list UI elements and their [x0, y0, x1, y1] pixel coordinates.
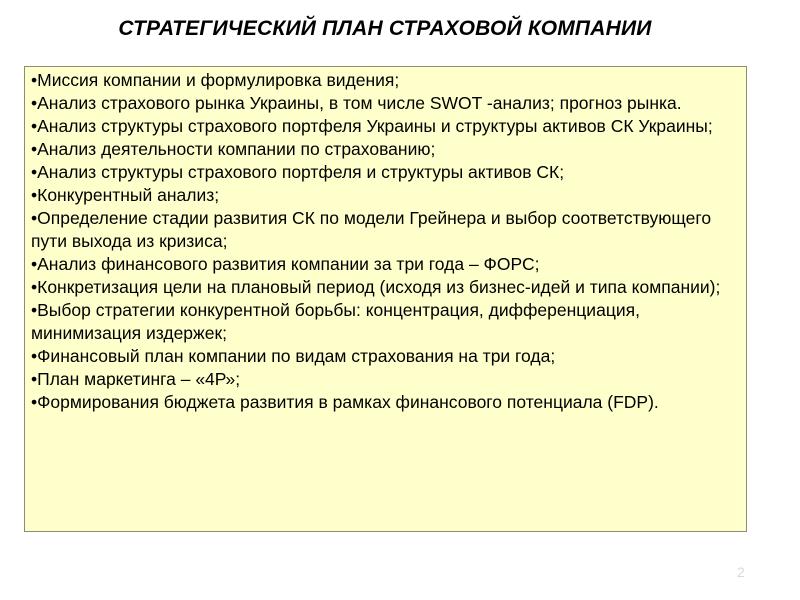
list-item: •Анализ финансового развития компании за три года – ФОРС; — [31, 254, 540, 274]
bullet-list — [31, 69, 740, 414]
list-item: •Анализ структуры страхового портфеля и структуры активов СК; — [31, 162, 565, 182]
list-item: •Выбор стратегии конкурентной борьбы: концентрация, дифференциация, минимизация издержек; — [31, 300, 640, 343]
list-item: •Конкретизация цели на плановый период (исходя из бизнес-идей и типа компании); — [31, 277, 721, 297]
content-box — [24, 66, 747, 532]
list-item: •Финансовый план компании по видам страхования на три года; — [31, 346, 556, 366]
list-item: •План маркетинга – «4Р»; — [31, 369, 241, 389]
page-number: 2 — [737, 564, 745, 580]
list-item: •Формирования бюджета развития в рамках финансового потенциала (FDP). — [31, 392, 659, 412]
list-item: •Определение стадии развития СК по модели Грейнера и выбор соответствующего пути выхода из кризиса; — [31, 208, 712, 251]
list-item: •Миссия компании и формулировка видения; — [31, 70, 400, 90]
list-item: •Анализ страхового рынка Украины, в том числе SWOT -анализ; прогноз рынка. — [31, 93, 682, 113]
list-item: •Конкурентный анализ; — [31, 185, 220, 205]
list-item: •Анализ деятельности компании по страхованию; — [31, 139, 436, 159]
slide-title: СТРАТЕГИЧЕСКИЙ ПЛАН СТРАХОВОЙ КОМПАНИИ — [118, 17, 652, 40]
list-item: •Анализ структуры страхового портфеля Украины и структуры активов СК Украины; — [31, 116, 713, 136]
